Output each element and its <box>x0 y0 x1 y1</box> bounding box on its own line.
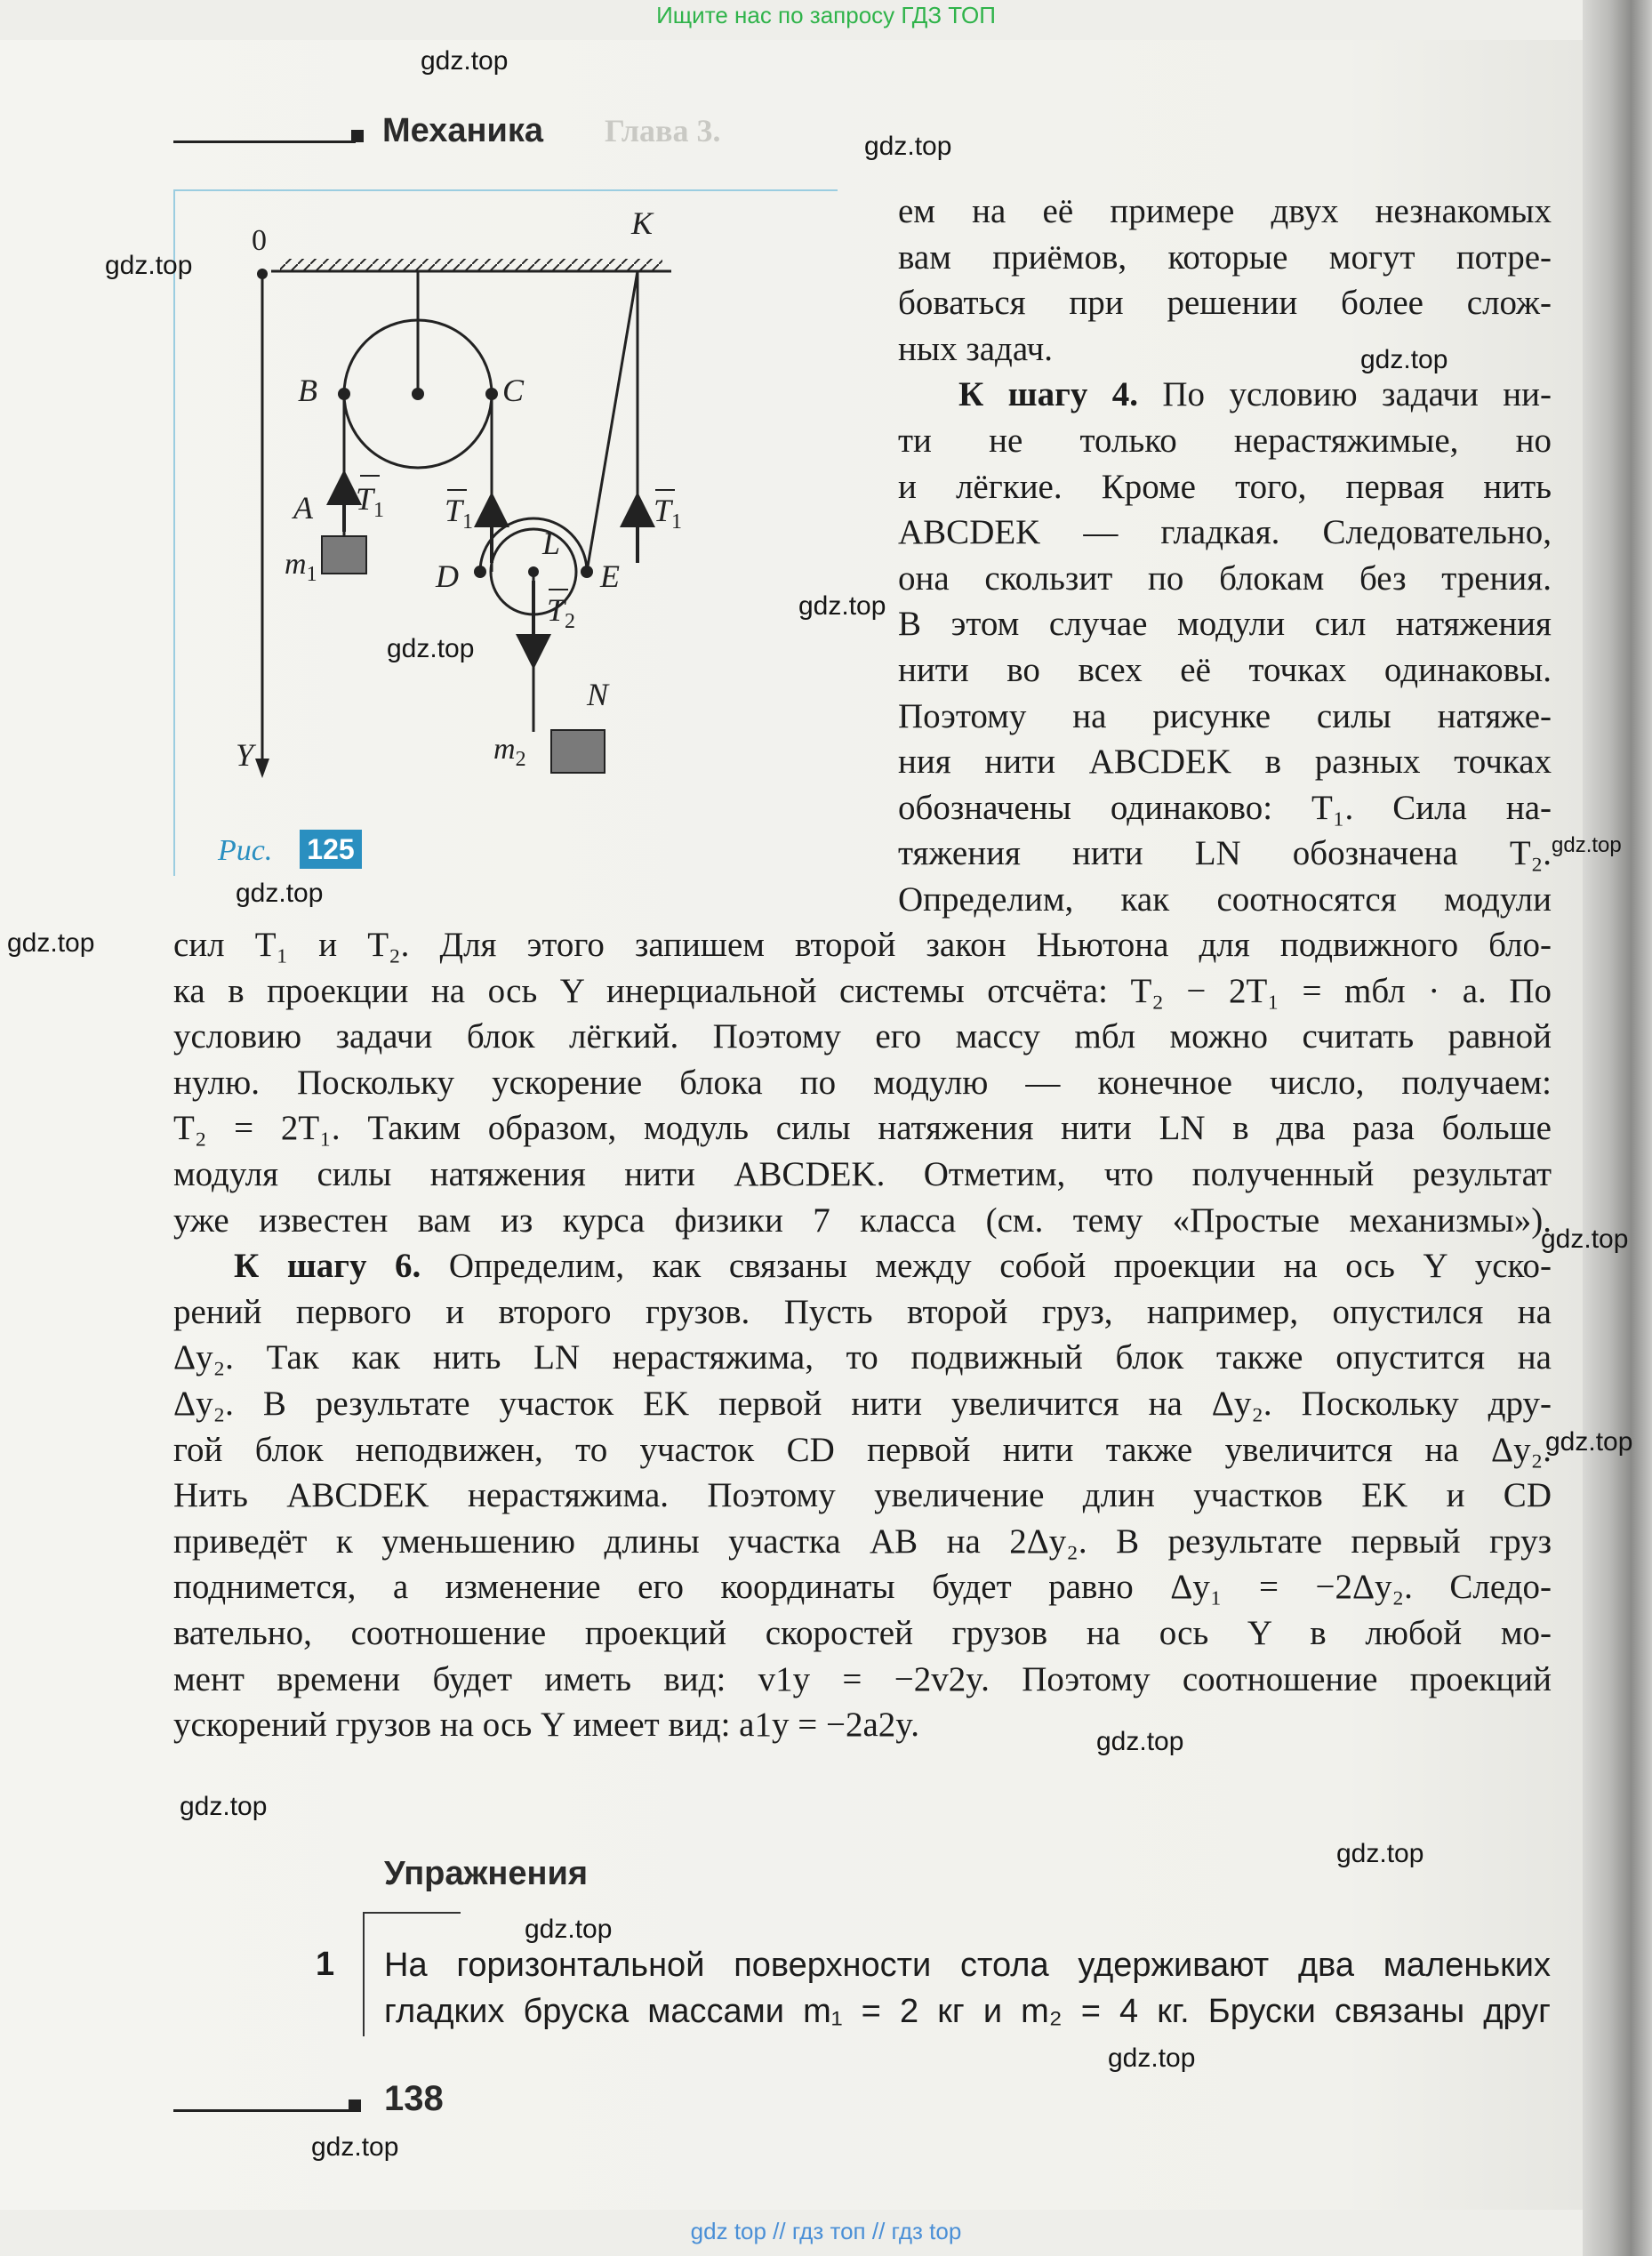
text-line: ния нити ABCDEK в разных точках <box>898 743 1552 782</box>
text-line: уже известен вам из курса физики 7 класса (см. тему «Простые механизмы»). <box>173 1200 1552 1240</box>
exercise-line: На горизонтальной поверхности стола удерживают два маленьких <box>384 1947 1551 1984</box>
text-line: условию задачи блок лёгкий. Поэтому его массу mбл можно считать равной <box>173 1017 1552 1056</box>
text-line: T₂ = 2T₁. Таким образом, модуль силы натяжения нити LN в два раза больше <box>173 1109 1552 1148</box>
text-line: В этом случае модули сил натяжения <box>898 605 1552 644</box>
watermark: gdz.top <box>798 591 886 621</box>
text-line: вам приёмов, которые могут потре- <box>898 237 1552 277</box>
figure-number-badge: 125 <box>300 830 362 869</box>
text-line: ных задач. <box>898 329 1053 368</box>
text-line: рений первого и второго грузов. Пусть второй груз, например, опустился на <box>173 1292 1552 1331</box>
ceiling-hatch <box>280 259 662 271</box>
bleed-through-header: Глава 3. <box>605 113 721 149</box>
l-label: L <box>542 526 561 561</box>
watermark: gdz.top <box>1360 345 1448 374</box>
full-width-text <box>173 922 1552 1748</box>
movable-pulley-rim <box>480 518 587 572</box>
text-line: ка в проекции на ось Y инерциальной системы отсчёта: T₂ − 2T₁ = mбл · a. По <box>173 971 1552 1010</box>
text-line: Нить ABCDEK нерастяжима. Поэтому увеличение длин участков EK и CD <box>173 1476 1552 1515</box>
text-line: приведёт к уменьшению длины участка AB на 2Δy₂. В результате первый груз <box>173 1521 1552 1561</box>
text-line: она скользит по блокам без трения. <box>898 558 1552 598</box>
y-label: Y <box>236 737 254 773</box>
header-square-icon <box>351 130 364 142</box>
y-axis-arrowhead <box>255 759 269 778</box>
c-label: C <box>502 373 525 408</box>
n-label: N <box>587 677 609 712</box>
k-label: K <box>631 205 654 241</box>
text-line: тяжения нити LN обозначена T₂. <box>898 834 1552 873</box>
b-label: B <box>298 373 317 408</box>
watermark: gdz.top <box>1545 1427 1633 1457</box>
text-line: гой блок неподвижен, то участок CD первой нити также увеличится на Δy₂. <box>173 1430 1552 1469</box>
text-line: Δy₂. Так как нить LN нерастяжима, то подвижный блок также опустится на <box>173 1338 1552 1377</box>
text-line: модуля силы натяжения нити ABCDEK. Отметим, что полученный результат <box>173 1154 1552 1193</box>
watermark: gdz.top <box>180 1792 268 1821</box>
text-line: ем на её примере двух незнакомых <box>898 192 1552 230</box>
watermark: gdz.top <box>1552 833 1622 857</box>
text-line: и лёгкие. Кроме того, первая нить <box>898 467 1552 506</box>
bottom-banner[interactable]: gdz top // гдз топ // гдз top <box>690 2218 962 2244</box>
section-title: Механика <box>382 112 544 149</box>
text-line: ти не только нерастяжимые, но <box>898 421 1552 460</box>
watermark: gdz.top <box>311 2132 399 2162</box>
exercise-line: гладких бруска массами m₁ = 2 кг и m₂ = 4 кг. Бруски связаны друг <box>384 1992 1551 2030</box>
footer-rule <box>173 2109 351 2112</box>
watermark: gdz.top <box>1108 2043 1196 2073</box>
right-column-text <box>898 189 1552 923</box>
text-line-step-4: К шагу 4. По условию задачи ни- <box>958 375 1552 414</box>
d-label: D <box>436 558 459 594</box>
point-d <box>474 566 486 578</box>
text-line: мент времени будет иметь вид: v1y = −2v2y. Поэтому соотношение проекций <box>173 1659 1552 1698</box>
text-line: вательно, соотношение проекций скоростей грузов на ось Y в любой мо- <box>173 1613 1552 1652</box>
m1-label: $m_1$ <box>285 548 317 586</box>
figure-caption: Рис. <box>218 834 273 867</box>
text-line: ускорений грузов на ось Y имеет вид: a1y = −2a2y. <box>173 1706 919 1745</box>
page-number: 138 <box>384 2079 444 2118</box>
watermark: gdz.top <box>864 132 952 161</box>
t1-label-d: $T_1$ <box>445 493 474 534</box>
header-rule <box>173 140 356 143</box>
top-banner[interactable]: Ищите нас по запросу ГДЗ ТОП <box>656 2 996 28</box>
origin-point <box>257 269 268 279</box>
t1-label-e: $T_1$ <box>654 493 683 534</box>
watermark: gdz.top <box>236 879 324 908</box>
text-line-step-6: К шагу 6. Определим, как связаны между собой проекции на ось Y уско- <box>234 1247 1552 1286</box>
text-line: нулю. Поскольку ускорение блока по модулю — конечное число, получаем: <box>173 1063 1552 1102</box>
text-line: боваться при решении более слож- <box>898 284 1552 323</box>
text-line: обозначены одинаково: T₁. Сила на- <box>898 788 1552 827</box>
watermark: gdz.top <box>7 928 95 958</box>
text-line: нити во всех её точках одинаковы. <box>898 650 1552 689</box>
exercise-text <box>384 1942 1551 2034</box>
watermark: gdz.top <box>525 1915 613 1944</box>
book-spine-shadow <box>1583 0 1652 2256</box>
watermark: gdz.top <box>105 251 193 280</box>
text-line: ABCDEK — гладкая. Следовательно, <box>898 513 1552 552</box>
exercises-bracket <box>363 1912 365 2036</box>
step-heading: К шагу 4. <box>958 375 1138 414</box>
e-label: E <box>600 558 620 594</box>
text-line: Поэтому на рисунке силы натяже- <box>898 696 1552 735</box>
step-heading: К шагу 6. <box>234 1247 421 1286</box>
mass-2-block <box>551 730 605 773</box>
text-line: Δy₂. В результате участок EK первой нити увеличится на Δy₂. Поскольку дру- <box>173 1384 1552 1423</box>
origin-label: 0 <box>252 224 267 257</box>
footer-square-icon <box>349 2099 361 2112</box>
text-line: Определим, как соотносятся модули <box>898 879 1552 919</box>
watermark: gdz.top <box>1541 1224 1629 1254</box>
exercises-title: Упражнения <box>384 1855 589 1892</box>
pulley-diagram <box>173 189 836 874</box>
exercises-rule <box>363 1912 461 1914</box>
watermark: gdz.top <box>387 634 475 663</box>
exercise-number: 1 <box>316 1946 335 1983</box>
a-label: A <box>293 490 313 526</box>
watermark: gdz.top <box>1336 1839 1424 1868</box>
watermark: gdz.top <box>421 46 509 76</box>
t1-label-a: $T_1$ <box>356 481 385 522</box>
watermark: gdz.top <box>1096 1727 1184 1756</box>
m2-label: $m_2$ <box>493 733 526 771</box>
fixed-pulley-axle <box>412 388 424 400</box>
string-ek <box>587 271 638 572</box>
t2-label: $T_2$ <box>547 592 576 633</box>
mass-1-block <box>322 536 366 574</box>
text-line: поднимется, а изменение его координаты будет равно Δy₁ = −2Δy₂. Следо- <box>173 1568 1552 1607</box>
text-line: сил T₁ и T₂. Для этого запишем второй закон Ньютона для подвижного бло- <box>173 926 1552 964</box>
